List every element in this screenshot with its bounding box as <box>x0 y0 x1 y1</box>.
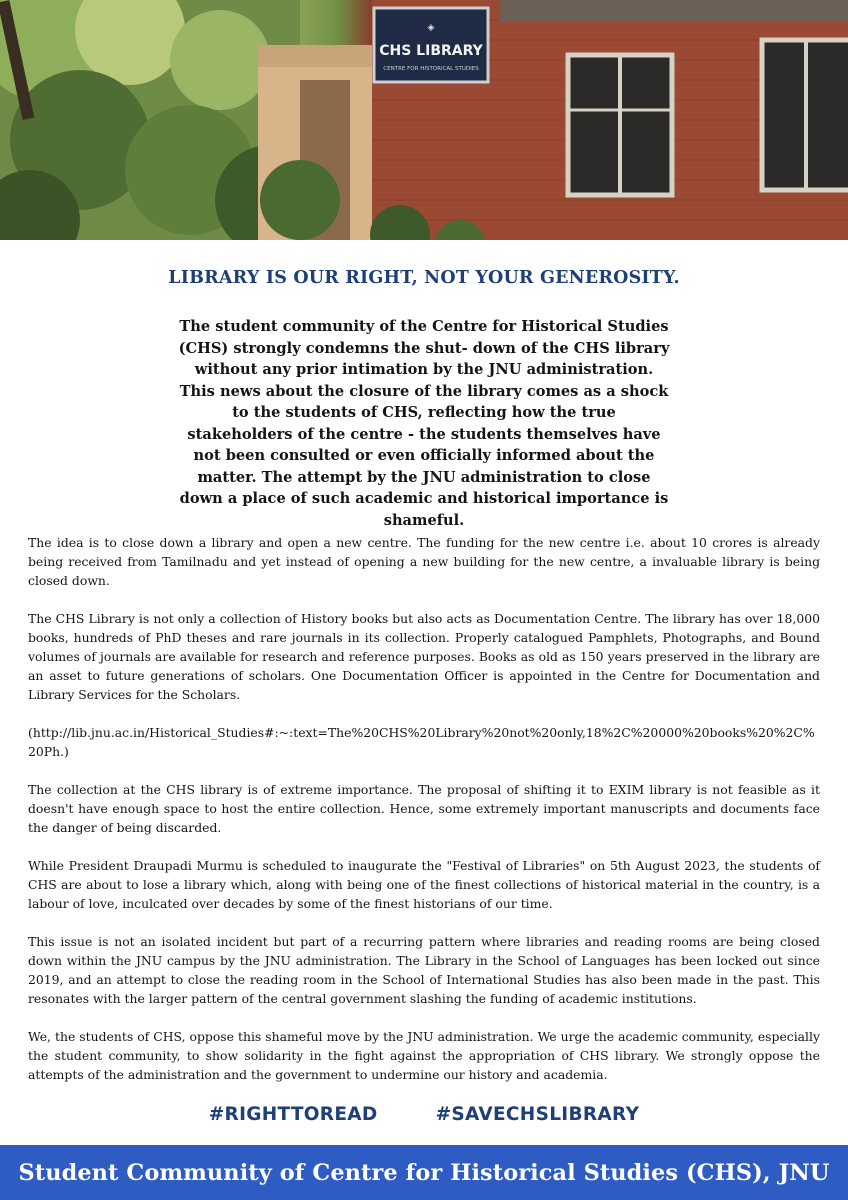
library-building-illustration <box>0 0 848 240</box>
paragraph-recurring-pattern: This issue is not an isolated incident but part of a recurring pattern where libraries and reading rooms are being closed down within the JNU campus by the JNU administration. The Library in the School of Languages has been locked out since 2019, and an attempt to close the reading room in the School of International Studies has also been made in the past. This resonates with the larger pattern of the central government slashing the funding of academic institutions. <box>28 934 820 1006</box>
paragraph-call-to-action: We, the students of CHS, oppose this shameful move by the JNU administration. We urge the academic community, especially the student community, to show solidarity in the fight against the appropriation of CHS library. We strongly oppose the attempts of the administration and the government to undermine our history and academia. <box>28 1029 820 1082</box>
paragraph-exim-proposal: The collection at the CHS library is of extreme importance. The proposal of shifting it to EXIM library is not feasible as it doesn't have enough space to host the entire collection. Hence, some extremely important manuscripts and documents face the danger of being discarded. <box>28 782 820 835</box>
paragraph-collection-details: The CHS Library is not only a collection of History books but also acts as Documentation Centre. The library has over 18,000 books, hundreds of PhD theses and rare journals in its collection. Properly catalogued Pamphlets, Photographs, and Bound volumes of journals are available for research and reference purposes. Books as old as 150 years preserved in the library are an asset to future generations of scholars. One Documentation Officer is appointed in the Centre for Documentation and Library Services for the Scholars. <box>28 611 820 702</box>
hashtag-save-chs-library: #SAVECHSLIBRARY <box>435 1104 640 1125</box>
article-body <box>28 533 820 1103</box>
sign-subtitle: CENTRE FOR HISTORICAL STUDIES <box>383 66 479 72</box>
paragraph-new-centre: The idea is to close down a library and open a new centre. The funding for the new centre i.e. about 10 crores is already being received from Tamilnadu and yet instead of opening a new building for the new centre, a invaluable library is being closed down. <box>28 535 820 588</box>
paragraph-festival-of-libraries: While President Draupadi Murmu is scheduled to inaugurate the "Festival of Libraries" on 5th August 2023, the students of CHS are about to lose a library which, along with being one of the finest collections of historical material in the country, is a labour of love, inculcated over decades by some of the finest historians of our time. <box>28 858 820 911</box>
source-link[interactable]: (http://lib.jnu.ac.in/Historical_Studies#:~:text=The%20CHS%20Library%20not%20only,18%2C%20000%20books%20%2C%20Ph.) <box>28 725 815 759</box>
headline: LIBRARY IS OUR RIGHT, NOT YOUR GENEROSITY. <box>168 268 680 288</box>
hashtags <box>0 1104 848 1125</box>
sign-emblem: ◈ <box>427 23 435 33</box>
library-photo <box>0 0 848 240</box>
footer-banner <box>0 1145 848 1200</box>
intro-statement: The student community of the Centre for Historical Studies (CHS) strongly condemns the shut- down of the CHS library without any prior intimation by the JNU administration. This news about the closure of the library comes as a shock to the students of CHS, reflecting how the true stakeholders of the centre - the students themselves have not been consulted or even officially informed about the matter. The attempt by the JNU administration to close down a place of such academic and historical importance is shameful. <box>178 318 670 529</box>
footer-text: Student Community of Centre for Historical Studies (CHS), JNU <box>18 1159 830 1186</box>
hashtag-right-to-read: #RIGHTTOREAD <box>208 1104 378 1125</box>
sign-title: CHS LIBRARY <box>379 43 483 59</box>
